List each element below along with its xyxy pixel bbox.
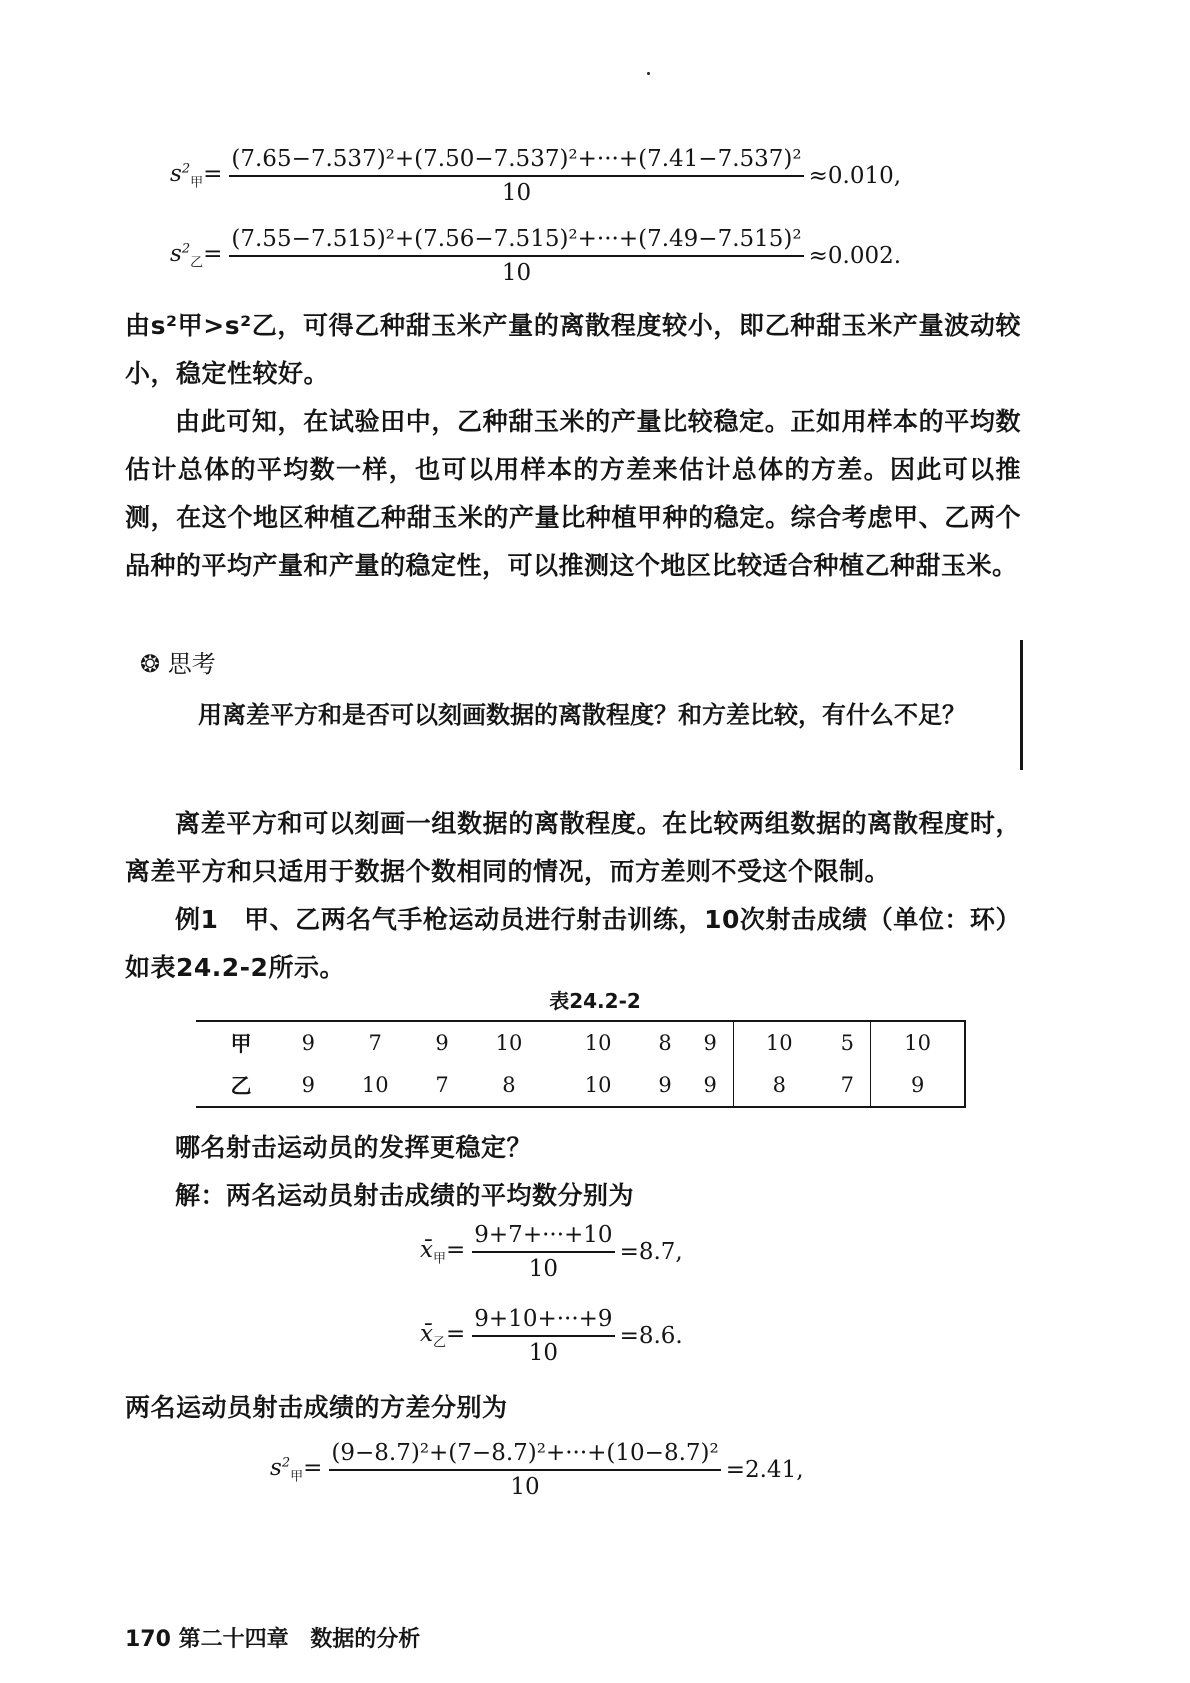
score-table <box>196 1020 966 1108</box>
formula-lhs: $s^2_甲=$ <box>270 1455 323 1485</box>
table-cell: 10 <box>584 1031 612 1055</box>
table-cell: 10 <box>765 1031 793 1055</box>
table-cell: 10 <box>904 1031 931 1055</box>
chapter-label: 第二十四章 <box>178 1627 289 1652</box>
table-cell: 5 <box>824 1021 870 1064</box>
paragraph-example: 例1 甲、乙两名气手枪运动员进行射击训练，10次射击成绩（单位：环）如表24.2-2所示。 <box>125 905 1021 982</box>
numerator: (7.65−7.537)²+(7.50−7.537)²+···+(7.41−7.537)² <box>229 146 803 177</box>
fraction <box>329 1440 720 1500</box>
table-row <box>196 1021 965 1064</box>
formula-result: ≈0.010, <box>808 163 902 189</box>
table-cell: 7 <box>368 1031 382 1055</box>
denominator: 10 <box>528 1256 559 1282</box>
formula-lhs: $x̄_甲=$ <box>420 1237 466 1267</box>
think-question: 用离差平方和是否可以刻画数据的离散程度？和方差比较，有什么不足？ <box>198 701 966 729</box>
fraction <box>472 1222 614 1282</box>
table-cell: 8 <box>772 1073 786 1097</box>
think-icon: ❂ <box>140 650 168 678</box>
table-cell: 10 <box>361 1073 389 1097</box>
page-number: 170 <box>125 1627 171 1652</box>
row-label: 甲 <box>230 1032 252 1056</box>
paragraph-inference: 由此可知，在试验田中，乙种甜玉米的产量比较稳定。正如用样本的平均数估计总体的平均数一样，也可以用样本的方差来估计总体的方差。因此可以推测，在这个地区种植乙种甜玉米的产量比种植甲种的稳定。综合考虑甲、乙两个品种的平均产量和产量的稳定性，可以推测这个地区比较适合种植乙种甜玉米。 <box>125 407 1021 580</box>
variance-formula-yi <box>170 226 901 286</box>
paragraph-conclusion: 由s²甲>s²乙，可得乙种甜玉米产量的离散程度较小，即乙种甜玉米产量波动较小，稳定性较好。 <box>125 311 1021 388</box>
denominator: 10 <box>501 260 532 286</box>
paragraph-sum-squares: 离差平方和可以刻画一组数据的离散程度。在比较两组数据的离散程度时，离差平方和只适用于数据个数相同的情况，而方差则不受这个限制。 <box>125 809 1021 886</box>
variance-formula-jia <box>170 146 901 206</box>
numerator: (9−8.7)²+(7−8.7)²+···+(10−8.7)² <box>329 1440 720 1471</box>
table-cell: 9 <box>687 1064 733 1107</box>
table-cell: 9 <box>910 1073 925 1097</box>
table-cell: 10 <box>584 1073 612 1097</box>
table-cell: 9 <box>687 1021 733 1064</box>
numerator: (7.55−7.515)²+(7.56−7.515)²+···+(7.49−7.515)² <box>229 226 803 257</box>
denominator: 10 <box>510 1474 540 1500</box>
table-cell: 9 <box>435 1031 449 1055</box>
table-caption: 表24.2-2 <box>549 989 641 1013</box>
table-row <box>196 1064 965 1107</box>
formula-result: =8.6. <box>619 1323 683 1349</box>
table-cell: 8 <box>658 1031 672 1055</box>
table-cell: 7 <box>435 1073 449 1097</box>
scan-dot <box>647 72 650 75</box>
table-cell: 7 <box>824 1064 870 1107</box>
formula-result: ≈0.002. <box>808 243 902 269</box>
formula-lhs: $s^2_乙=$ <box>170 241 223 271</box>
formula-result: =2.41, <box>725 1457 804 1483</box>
table-cell: 9 <box>658 1073 672 1097</box>
mean-formula-yi <box>420 1306 683 1366</box>
formula-result: =8.7, <box>619 1239 683 1265</box>
page-footer <box>125 1622 420 1653</box>
fraction <box>229 146 803 206</box>
fraction <box>229 226 803 286</box>
formula-lhs: $x̄_乙=$ <box>420 1321 466 1351</box>
table-cell: 10 <box>495 1031 523 1055</box>
table-cell: 8 <box>502 1073 516 1097</box>
paragraph-question: 哪名射击运动员的发挥更稳定？ <box>175 1133 533 1162</box>
chapter-title: 数据的分析 <box>310 1627 421 1652</box>
denominator: 10 <box>528 1340 559 1366</box>
mean-formula-jia <box>420 1222 683 1282</box>
denominator: 10 <box>501 180 532 206</box>
paragraph-solution: 解：两名运动员射击成绩的平均数分别为 <box>175 1181 635 1210</box>
variance-formula-shooting-jia <box>270 1440 804 1500</box>
think-title: ❂ 思考 <box>140 650 216 678</box>
numerator: 9+7+···+10 <box>472 1222 614 1253</box>
table-cell: 9 <box>301 1031 315 1055</box>
table-cell: 9 <box>301 1073 315 1097</box>
row-label: 乙 <box>230 1074 252 1098</box>
formula-lhs: $s^2_甲=$ <box>170 161 223 191</box>
paragraph-variance-intro: 两名运动员射击成绩的方差分别为 <box>125 1393 508 1422</box>
fraction <box>472 1306 614 1366</box>
numerator: 9+10+···+9 <box>472 1306 614 1337</box>
